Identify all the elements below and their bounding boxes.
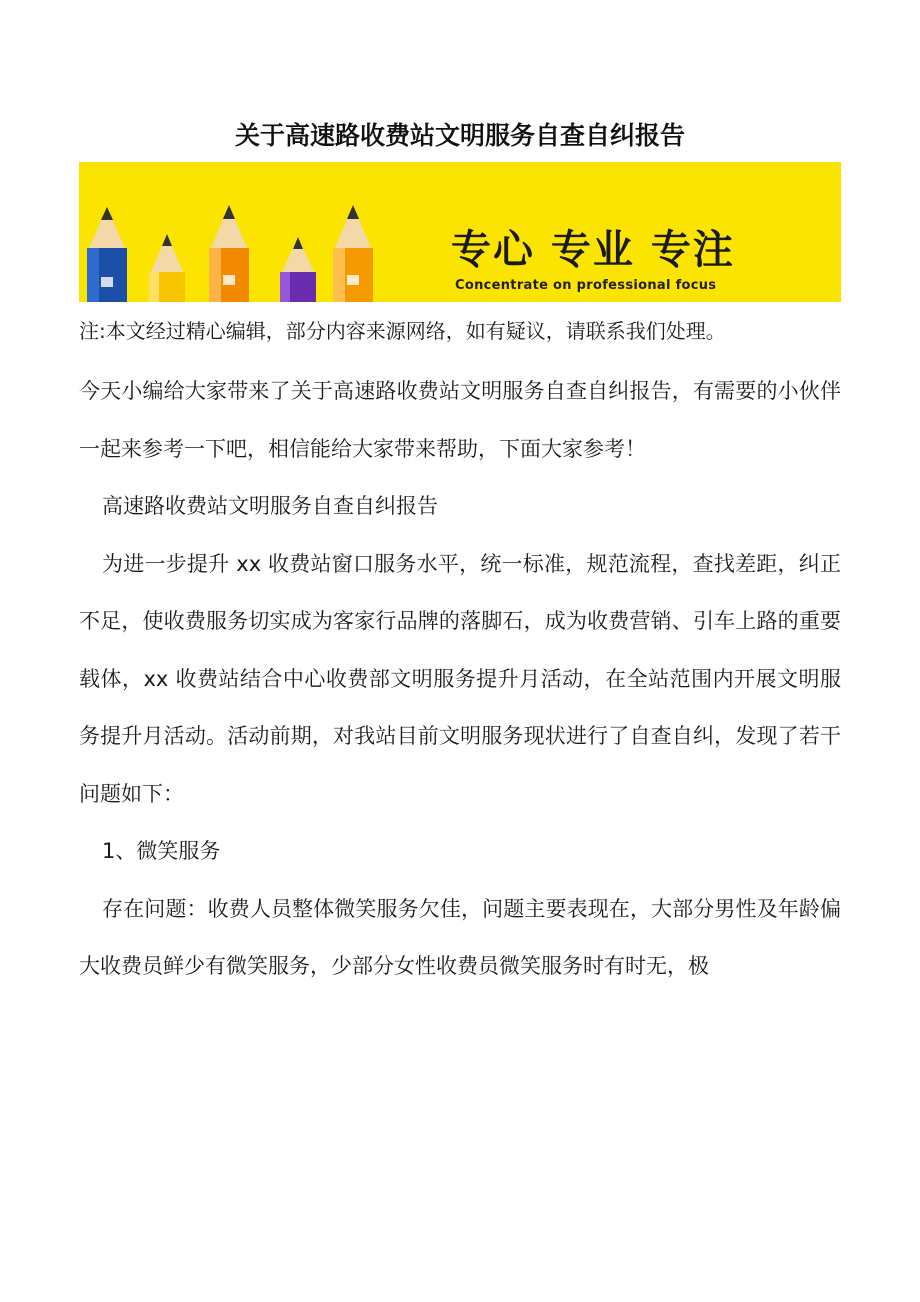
document-title: 关于高速路收费站文明服务自查自纠报告 (234, 121, 685, 150)
pencil-icon (333, 205, 373, 302)
body-paragraph: 为进一步提升 xx 收费站窗口服务水平，统一标准，规范流程，查找差距，纠正不足，使收费服务切实成为客家行品牌的落脚石，成为收费营销、引车上路的重要载体，xx 收费站结合中心收费部文明服务提升月活动，在全站范围内开展文明服务提升月活动。活动前期，对我站目前文明服务现状进行了自查自纠，发现了若干问题如下： (79, 551, 841, 806)
pencil-icon (280, 237, 316, 302)
pencil-icon (87, 207, 127, 302)
banner-subtitle: Concentrate on professional focus (455, 278, 717, 293)
pencil-icon (209, 205, 249, 302)
banner-image (79, 162, 841, 302)
banner-slogan: 专心 专业 专注 (451, 227, 735, 273)
section-heading: 高速路收费站文明服务自查自纠报告 (102, 494, 438, 518)
document-body (79, 363, 841, 996)
pencil-icon (149, 234, 185, 302)
intro-paragraph: 今天小编给大家带来了关于高速路收费站文明服务自查自纠报告，有需要的小伙伴一起来参考一下吧，相信能给大家带来帮助，下面大家参考！ (79, 379, 841, 461)
subsection-heading: 1、微笑服务 (102, 839, 221, 863)
editor-note: 注:本文经过精心编辑，部分内容来源网络，如有疑议，请联系我们处理。 (79, 319, 726, 343)
body-paragraph: 存在问题：收费人员整体微笑服务欠佳，问题主要表现在，大部分男性及年龄偏大收费员鲜少有微笑服务，少部分女性收费员微笑服务时有时无，极 (79, 896, 841, 978)
